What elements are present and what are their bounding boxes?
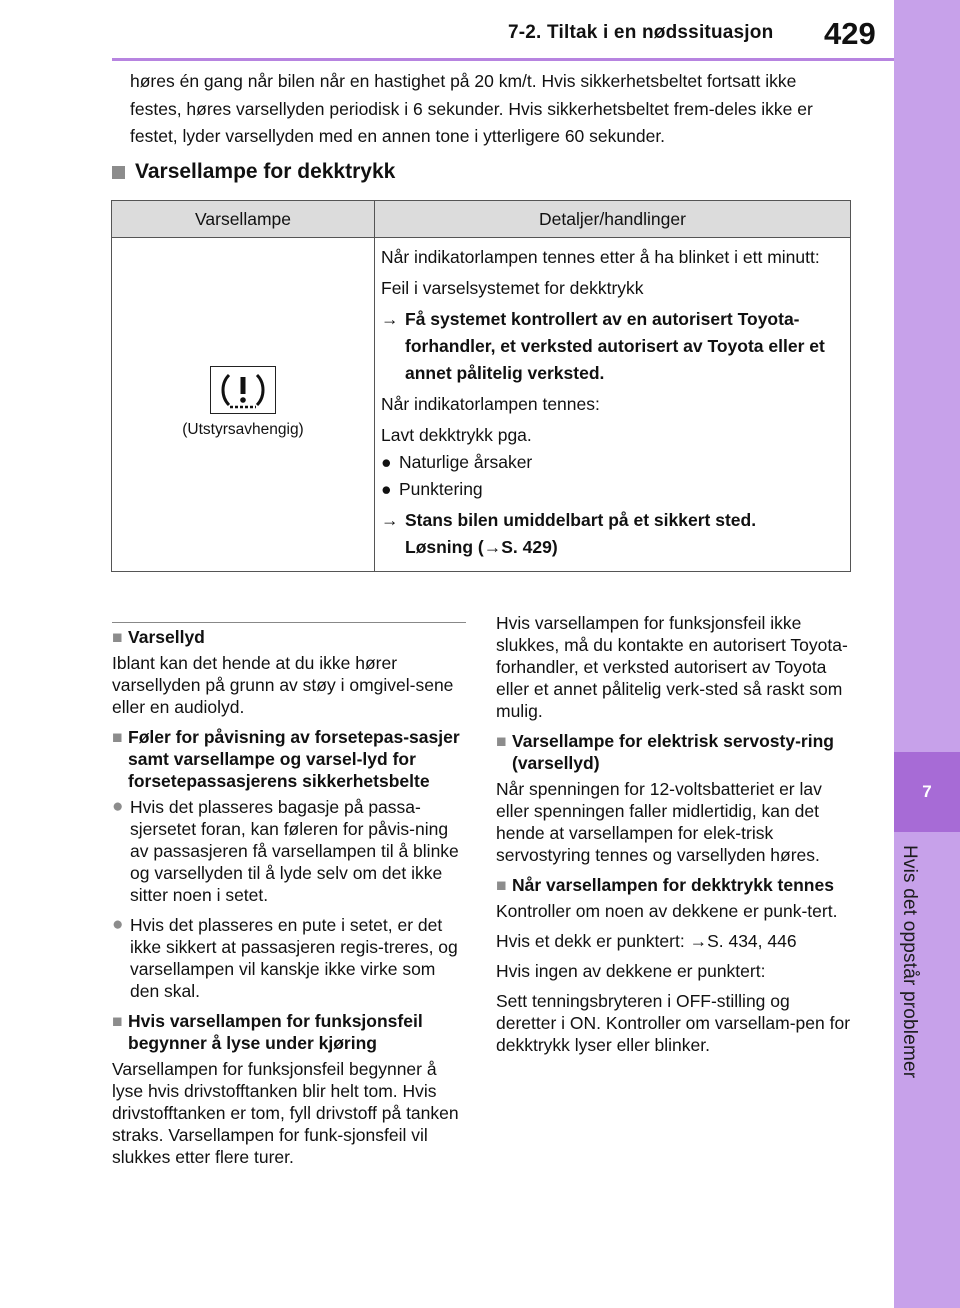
paragraph: Varsellampen for funksjonsfeil begynner å lyse hvis drivstofftanken blir helt tom. Hvis drivstofftanken er tom, fyll drivstoff på tanken straks. Varsellampen for funk-sjonsfeil vil slukkes etter flere turer. [112, 1059, 459, 1167]
list-item [112, 914, 466, 1002]
square-bullet-icon: ■ [496, 731, 507, 751]
intro-paragraph [130, 68, 850, 151]
paragraph: Hvis varsellampen for funksjonsfeil ikke slukkes, må du kontakte en autorisert Toyota-forhandler, et verksted autorisert av Toyota eller et annet pålitelig verk-sted så raskt som mulig. [496, 613, 848, 721]
list-item [381, 449, 840, 476]
sub-heading [496, 730, 852, 774]
action-line [381, 306, 840, 387]
sub-heading-text: Varsellyd [128, 627, 205, 647]
detail-text: Lavt dekktrykk pga. [381, 425, 532, 445]
sub-heading-text: Varsellampe for elektrisk servosty-ring (varsellyd) [512, 731, 834, 773]
paragraph: Kontroller om noen av dekkene er punk-tert. [496, 901, 838, 921]
section-title: 7-2. Tiltak i en nødssituasjon [508, 22, 774, 43]
page-number: 429 [824, 16, 876, 51]
table-header-details: Detaljer/handlinger [375, 201, 851, 238]
lamp-cell [112, 238, 375, 572]
table-header-row [112, 201, 851, 238]
table-row [112, 238, 851, 572]
detail-text: Når indikatorlampen tennes: [381, 394, 600, 414]
intro-text: høres én gang når bilen når en hastighet på 20 km/t. Hvis sikkerhetsbeltet fortsatt ikke festes, høres varsellyden periodisk i 6 sekunder. Hvis sikkerhetsbeltet frem-deles ikke er festet, lyder varsellyden med en annen tone i ytterligere 60 sekunder. [130, 71, 813, 146]
arrow-right-icon: → [381, 510, 399, 530]
detail-text: Feil i varselsystemet for dekktrykk [381, 278, 644, 298]
sub-heading-text: Føler for påvisning av forsetepas-sasjer samt varsellampe og varsel-lyd for forsetepassasjerens sikkerhetsbelte [128, 727, 460, 791]
paragraph: Sett tenningsbryteren i OFF-stilling og deretter i ON. Kontroller om varsellam-pen for dekktrykk lyser eller blinker. [496, 991, 851, 1055]
list-item-text: Hvis det plasseres bagasje på passa-sjersetet foran, kan føleren for påvis-ning av passasjeren få varsellampen til å blinke og varsellyden til å lyde selv om det ikke sitter noen i setet. [130, 797, 459, 905]
right-column [496, 612, 852, 1064]
bullet-dot-icon: ● [112, 914, 124, 935]
list-item-text: Punktering [399, 479, 483, 499]
details-cell [375, 238, 851, 572]
list-item [112, 796, 466, 906]
paragraph: Hvis et dekk er punktert: →S. 434, 446 [496, 931, 797, 951]
list-item-text: Naturlige årsaker [399, 452, 533, 472]
arrow-right-icon: → [689, 931, 708, 951]
bullet-dot-icon: ● [381, 452, 392, 472]
sub-heading [112, 626, 466, 648]
sub-heading-text: Hvis varsellampen for funksjonsfeil begynner å lyse under kjøring [128, 1011, 423, 1053]
square-bullet-icon: ■ [112, 727, 123, 747]
action-text: Få systemet kontrollert av en autorisert Toyota-forhandler, et verksted autorisert av Toyota eller et annet pålitelig verksted. [405, 309, 825, 383]
table-header-lamp: Varsellampe [112, 201, 375, 238]
list-item [381, 476, 840, 503]
sub-heading [112, 1010, 466, 1054]
header-divider [112, 58, 894, 61]
sub-heading [112, 726, 466, 792]
chapter-title: Hvis det oppstår problemer [899, 845, 920, 1079]
column-divider [112, 622, 466, 623]
arrow-right-icon: → [381, 309, 399, 329]
bullet-dot-icon: ● [112, 796, 124, 817]
list-item-text: Hvis det plasseres en pute i setet, er det ikke sikkert at passasjeren regis-treres, og varsellampen vil kanskje ikke virke som den skal. [130, 915, 458, 1001]
arrow-right-icon: → [483, 537, 502, 557]
action-line [381, 507, 840, 561]
section-heading [112, 160, 395, 184]
sub-heading-text: Når varsellampen for dekktrykk tennes [512, 875, 834, 895]
square-bullet-icon: ■ [112, 627, 123, 647]
chapter-number: 7 [922, 782, 932, 801]
paragraph: Hvis ingen av dekkene er punktert: [496, 961, 766, 981]
action-text: Stans bilen umiddelbart på et sikkert sted. Løsning (→S. 429) [405, 510, 757, 557]
paragraph: Når spenningen for 12-voltsbatteriet er lav eller spenningen faller midlertidig, kan det hende at varsellampen for elek-trisk servostyring tennes og varsellyden høres. [496, 779, 822, 865]
square-bullet-icon: ■ [496, 875, 507, 895]
warning-lamp-table [111, 200, 851, 572]
square-bullet-icon: ■ [112, 1011, 123, 1031]
square-bullet-icon [112, 166, 125, 179]
sub-heading [496, 874, 852, 896]
tire-pressure-warning-icon [210, 366, 276, 414]
left-column [112, 626, 466, 1176]
detail-text: Når indikatorlampen tennes etter å ha blinket i ett minutt: [381, 247, 820, 267]
bullet-dot-icon: ● [381, 479, 392, 499]
lamp-caption: (Utstyrsavhengig) [182, 421, 304, 438]
section-heading-text: Varsellampe for dekktrykk [135, 160, 396, 183]
chapter-side-tab [894, 0, 960, 1308]
paragraph: Iblant kan det hende at du ikke hører varsellyden på grunn av støy i omgivel-sene eller en audiolyd. [112, 653, 454, 717]
